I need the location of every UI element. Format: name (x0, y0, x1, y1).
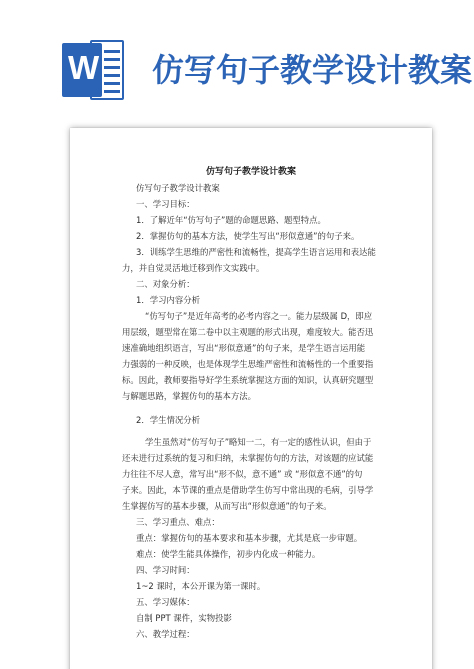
doc-line: 五、学习媒体： (136, 597, 195, 607)
doc-line: “仿写句子”是近年高考的必考内容之一。能力层级属 D，即应 (145, 311, 373, 321)
doc-line: 三、学习重点、难点： (136, 517, 220, 527)
doc-line: 力强弱的一种反映，也是体现学生思维严密性和流畅性的一个重要指 (122, 359, 374, 369)
doc-line: 与解题思路，掌握仿句的基本方法。 (122, 391, 256, 401)
doc-line: 自制 PPT 课件，实物投影 (136, 613, 232, 623)
doc-line: 二、对象分析： (136, 279, 195, 289)
doc-line: 1．了解近年“仿写句子”题的命题思路、题型特点。 (136, 215, 326, 225)
doc-line: 用层级，题型常在第二卷中以主观题的形式出现，难度较大。能否迅 (122, 327, 374, 337)
doc-line: 速准确地组织语言，写出“形似意通”的句子来，是学生语言运用能 (122, 343, 366, 353)
doc-line: 还未进行过系统的复习和归纳，未掌握仿句的方法，对该题的应试能 (122, 453, 374, 463)
doc-line: 2．掌握仿句的基本方法，使学生写出“形似意通”的句子来。 (136, 231, 360, 241)
page-title: 仿写句子教学设计教案 (152, 51, 473, 89)
document-page (70, 128, 432, 669)
doc-line: 重点：掌握仿句的基本要求和基本步骤，尤其是底一步审题。 (136, 533, 363, 543)
document-title: 仿写句子教学设计教案 (205, 167, 296, 177)
doc-line: 力，并自觉灵活地迁移到作文实践中。 (122, 263, 265, 273)
doc-line: 标。因此，教师要指导好学生系统掌握这方面的知识，认真研究题型 (122, 375, 374, 385)
doc-line: 学生虽然对“仿写句子”略知一二，有一定的感性认识，但由于 (145, 437, 372, 447)
doc-line: 1~2 课时，本公开课为第一课时。 (136, 581, 266, 591)
doc-line: 难点：使学生能具体操作，初步内化成一种能力。 (136, 549, 321, 559)
doc-line: 3．训练学生思维的严密性和流畅性，提高学生语言运用和表达能 (136, 247, 376, 257)
doc-line: 一、学习目标： (136, 199, 195, 209)
word-icon-letter: W (68, 49, 100, 86)
doc-line: 2．学生情况分析 (136, 415, 200, 425)
word-icon (62, 40, 124, 100)
doc-line: 生掌握仿写的基本步骤，从而写出“形似意通”的句子来。 (122, 501, 332, 511)
doc-line: 四、学习时间： (136, 565, 195, 575)
doc-line: 子来。因此，本节课的重点是借助学生仿写中常出现的毛病，引导学 (122, 485, 374, 495)
doc-line: 力往往不尽人意，常写出“形不似，意不通” 或 “形似意不通”的句 (122, 469, 363, 479)
header (0, 0, 474, 118)
doc-line: 仿写句子教学设计教案 (136, 183, 220, 193)
doc-line: 1．学习内容分析 (136, 295, 200, 305)
doc-line: 六、教学过程： (136, 629, 195, 639)
